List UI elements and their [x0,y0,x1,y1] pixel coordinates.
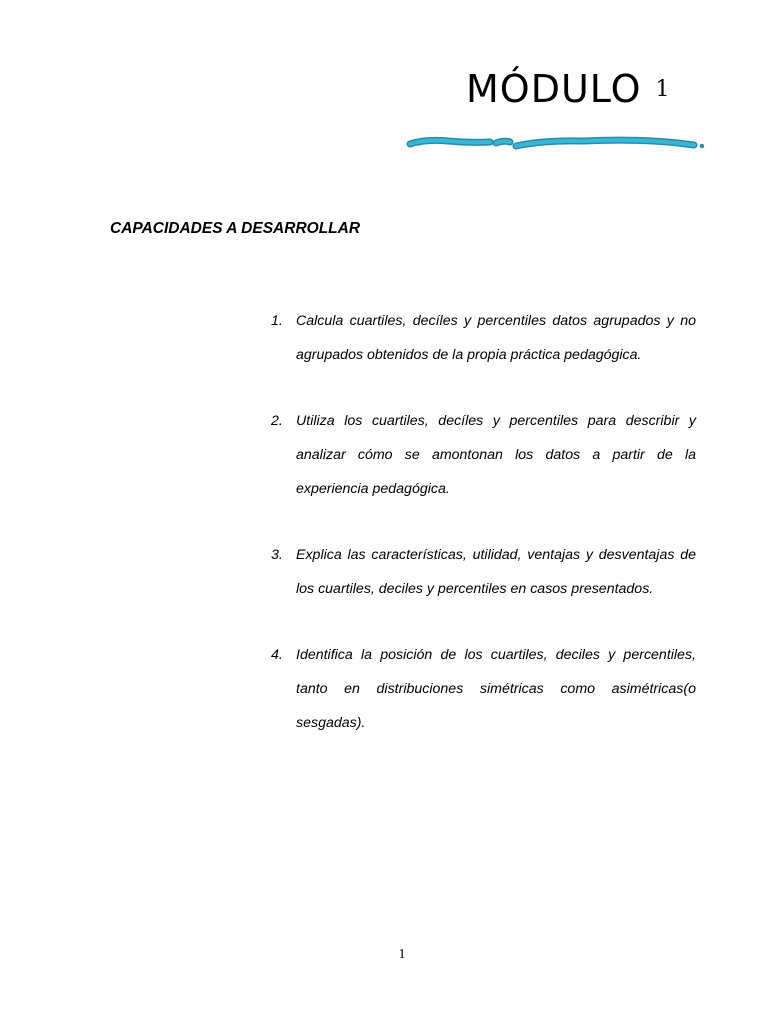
module-title [466,67,671,111]
capability-number: 1. [271,313,283,329]
capability-text: Calcula cuartiles, decíles y percentiles datos agrupados y no agrupados obtenidos de la propia práctica pedagógica. [296,313,696,363]
swoosh-dot [700,144,704,148]
capability-text: Explica las características, utilidad, ventajas y desventajas de los cuartiles, deciles y percentiles en casos presentados. [296,547,696,597]
decorative-swoosh [404,128,710,156]
capabilities-list [271,304,696,772]
module-number: 1 [655,77,671,102]
page-number: 1 [398,947,406,962]
capability-item [271,404,696,506]
capability-number: 4. [271,647,283,663]
capability-item [271,304,696,372]
capability-number: 3. [271,547,283,563]
capability-text: Identifica la posición de los cuartiles, deciles y percentiles, tanto en distribuciones simétricas como asimétricas(o sesgadas). [296,647,696,731]
module-title-text: MÓDULO [466,67,642,111]
capability-text: Utiliza los cuartiles, decíles y percentiles para describir y analizar cómo se amontonan los datos a partir de la experiencia pedagógica. [296,413,696,497]
capability-item [271,638,696,740]
capability-item [271,538,696,606]
section-heading: CAPACIDADES A DESARROLLAR [110,220,361,237]
capability-number: 2. [271,413,283,429]
swoosh-dash-2-highlight [496,141,510,143]
